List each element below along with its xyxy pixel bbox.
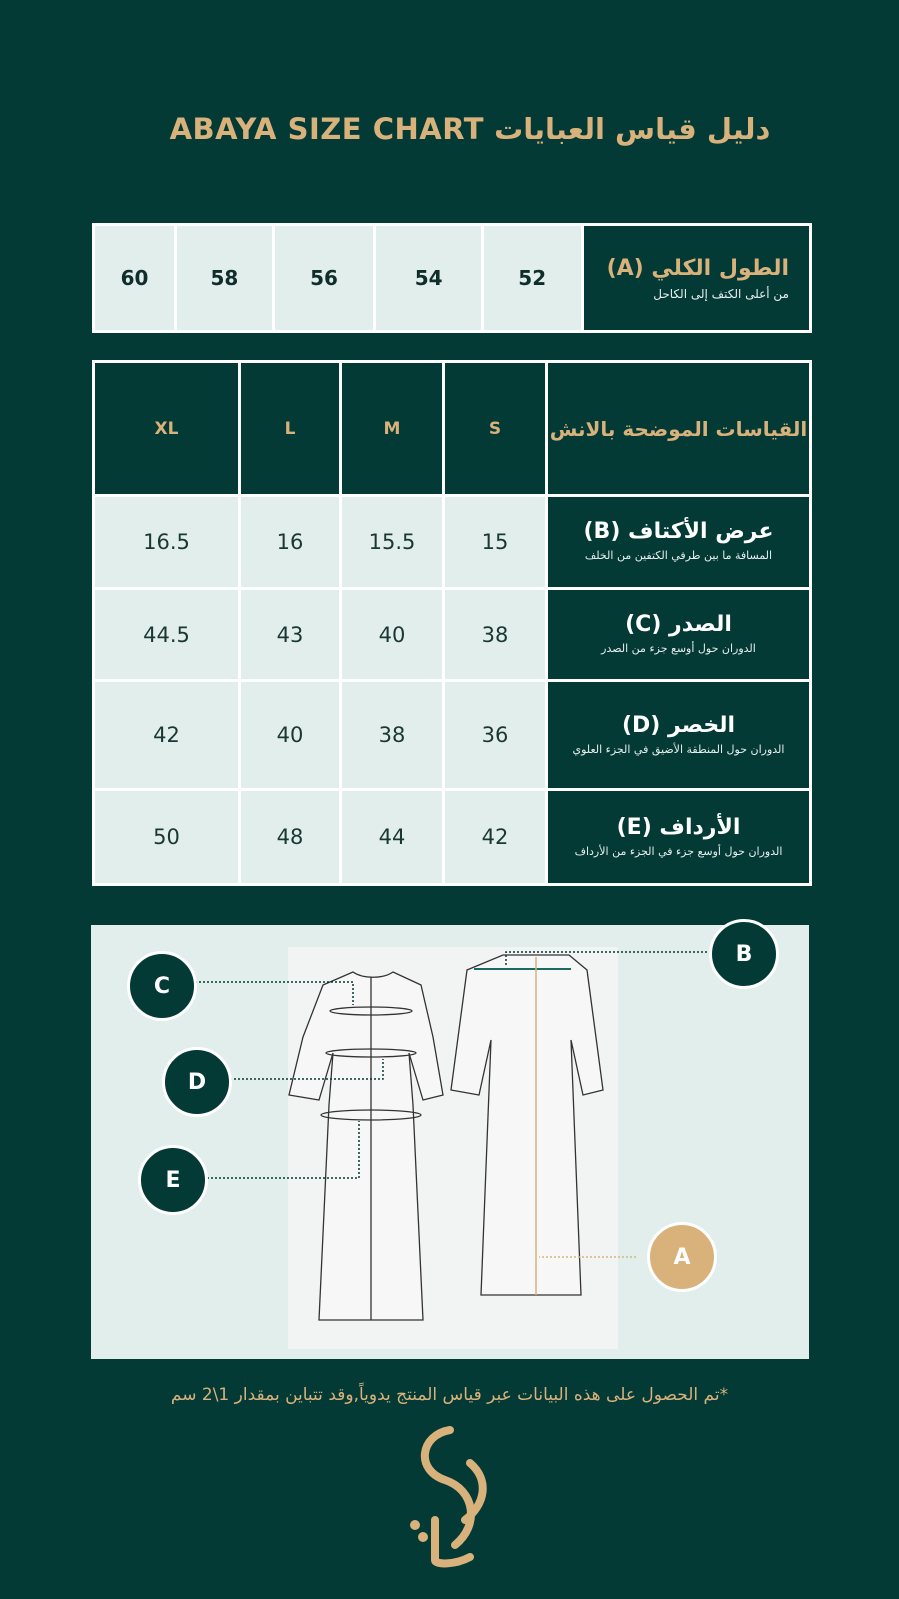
- length-value: 58: [176, 225, 274, 332]
- length-header: [582, 225, 810, 332]
- abaya-back: [451, 955, 603, 1295]
- row-label: الصدر (C): [625, 612, 732, 638]
- table-cell: 42: [444, 790, 547, 885]
- row-header: [547, 496, 811, 589]
- length-sublabel: من أعلى الكتف إلى الكاحل: [653, 286, 789, 301]
- length-value: 54: [375, 225, 483, 332]
- marker-a: A: [647, 1222, 717, 1292]
- table-cell: 16.5: [94, 496, 240, 589]
- brand-logo: [395, 1425, 510, 1570]
- table-cell: 48: [240, 790, 341, 885]
- measures-table: [92, 360, 812, 886]
- length-value: 56: [273, 225, 375, 332]
- table-cell: 44: [341, 790, 444, 885]
- table-cell: 38: [444, 588, 547, 681]
- size-header: M: [341, 362, 444, 496]
- measures-header-label: القياسات الموضحة بالانش: [547, 362, 811, 496]
- marker-b: B: [709, 919, 779, 989]
- abaya-drawing: [91, 925, 809, 1359]
- row-label: عرض الأكتاف (B): [583, 519, 774, 545]
- table-cell: 42: [94, 681, 240, 790]
- table-cell: 36: [444, 681, 547, 790]
- table-cell: 44.5: [94, 588, 240, 681]
- table-cell: 38: [341, 681, 444, 790]
- size-header: S: [444, 362, 547, 496]
- row-header: [547, 588, 811, 681]
- table-cell: 43: [240, 588, 341, 681]
- table-cell: 50: [94, 790, 240, 885]
- row-header: [547, 681, 811, 790]
- row-sublabel: المسافة ما بين طرفي الكتفين من الخلف: [584, 549, 773, 563]
- row-label: الأرداف (E): [616, 814, 741, 840]
- length-value: 52: [482, 225, 582, 332]
- marker-c: C: [127, 951, 197, 1021]
- row-header: [547, 790, 811, 885]
- length-table: [92, 223, 812, 333]
- row-sublabel: الدوران حول أوسع جزء في الجزء من الأرداف: [574, 844, 783, 858]
- row-sublabel: الدوران حول أوسع جزء من الصدر: [601, 642, 756, 656]
- table-cell: 15.5: [341, 496, 444, 589]
- row-sublabel: الدوران حول المنطقة الأضيق في الجزء العلوي: [572, 742, 785, 756]
- table-cell: 40: [341, 588, 444, 681]
- table-cell: 15: [444, 496, 547, 589]
- marker-d: D: [162, 1047, 232, 1117]
- measurement-note: *تم الحصول على هذه البيانات عبر قياس المنتج يدوياً,وقد تتباين بمقدار 1\2 سم: [170, 1385, 729, 1405]
- size-header: L: [240, 362, 341, 496]
- length-label: الطول الكلي (A): [606, 255, 789, 281]
- length-value: 60: [94, 225, 176, 332]
- table-cell: 16: [240, 496, 341, 589]
- size-header: XL: [94, 362, 240, 496]
- abaya-illustration: [91, 925, 809, 1359]
- page-title: دليل قياس العبايات ABAYA SIZE CHART: [169, 112, 771, 146]
- abaya-front: [289, 972, 443, 1320]
- table-cell: 40: [240, 681, 341, 790]
- marker-e: E: [138, 1145, 208, 1215]
- row-label: الخصر (D): [621, 712, 736, 738]
